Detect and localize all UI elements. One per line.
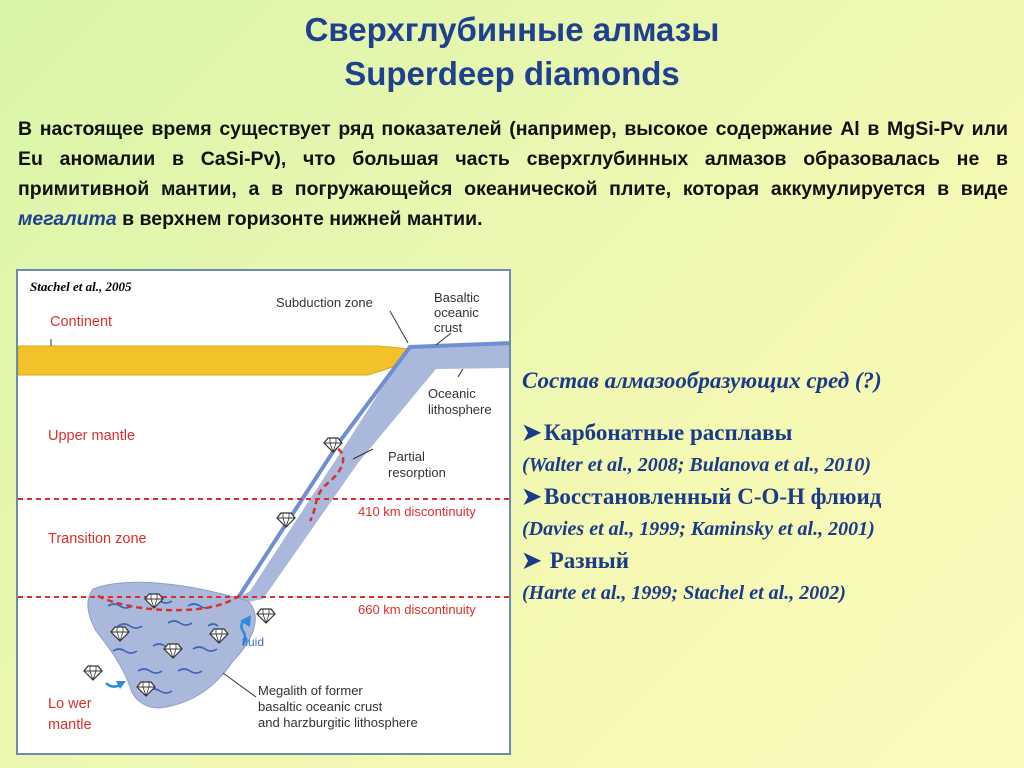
figure-credit: Stachel et al., 2005 [30, 279, 132, 294]
subduction-diagram-svg [18, 271, 511, 755]
label-basaltic-2: oceanic [434, 305, 479, 320]
label-oceanic-1: Oceanic [428, 386, 476, 401]
subducting-slab [223, 343, 511, 607]
label-basaltic-3: crust [434, 320, 463, 335]
bullet-arrow-icon: ➤ [522, 484, 542, 509]
bullet-arrow-icon: ➤ [522, 548, 542, 573]
label-lower-mantle-2: mantle [48, 717, 92, 733]
label-fluid: fluid [242, 635, 265, 649]
media-item-3 [522, 544, 1017, 578]
title-russian: Сверхглубинные алмазы [304, 11, 720, 48]
label-megalith-1: Megalith of former [258, 683, 363, 698]
leader-oceanic [458, 369, 463, 377]
label-transition-zone: Transition zone [48, 531, 147, 547]
label-partial-1: Partial [388, 449, 425, 464]
diamond-icon [277, 513, 295, 527]
label-410-discontinuity: 410 km discontinuity [358, 504, 476, 519]
media-item-label: Восстановленный С-О-Н флюид [544, 484, 882, 509]
label-oceanic-2: lithosphere [428, 402, 492, 417]
intro-text-2: в верхнем горизонте нижней мантии. [116, 208, 483, 230]
leader-subduction [390, 311, 408, 343]
media-item-2 [522, 480, 1017, 514]
subduction-diagram [16, 269, 511, 755]
label-megalith-3: and harzburgitic lithosphere [258, 715, 418, 730]
label-basaltic-1: Basaltic [434, 290, 480, 305]
label-continent: Continent [50, 314, 113, 330]
label-megalith-2: basaltic oceanic crust [258, 699, 383, 714]
diamond-icon [84, 666, 102, 680]
intro-emphasis: мегалита [18, 208, 117, 230]
continent-band [18, 346, 410, 375]
media-item-ref: (Harte et al., 1999; Stachel et al., 2002) [522, 582, 846, 604]
label-partial-2: resorption [388, 465, 446, 480]
bullet-arrow-icon: ➤ [522, 420, 542, 445]
diamond-icon [257, 609, 275, 623]
media-item-ref: (Walter et al., 2008; Bulanova et al., 2010) [522, 454, 872, 476]
media-item-label: Разный [544, 548, 630, 573]
intro-paragraph [18, 114, 1008, 234]
label-subduction-zone: Subduction zone [276, 295, 373, 310]
diamond-media-panel [522, 368, 1017, 608]
media-item-1 [522, 416, 1017, 450]
leader-megalith [223, 673, 256, 697]
label-upper-mantle: Upper mantle [48, 428, 136, 444]
label-lower-mantle-1: Lo wer [48, 696, 92, 712]
media-item-label: Карбонатные расплавы [544, 420, 793, 445]
media-heading: Состав алмазообразующих сред (?) [522, 368, 882, 393]
title-english: Superdeep diamonds [344, 55, 680, 92]
media-item-ref: (Davies et al., 1999; Kaminsky et al., 2001) [522, 518, 875, 540]
intro-text-1: В настоящее время существует ряд показателей (например, высокое содержание Al в MgSi-Pv или Eu аномалии в CaSi-Pv), что большая часть сверхглубинных алмазов образовалась не в примитивной мантии, а в погружающейся океанической плите, которая аккумулируется в виде [18, 118, 1008, 200]
label-660-discontinuity: 660 km discontinuity [358, 602, 476, 617]
